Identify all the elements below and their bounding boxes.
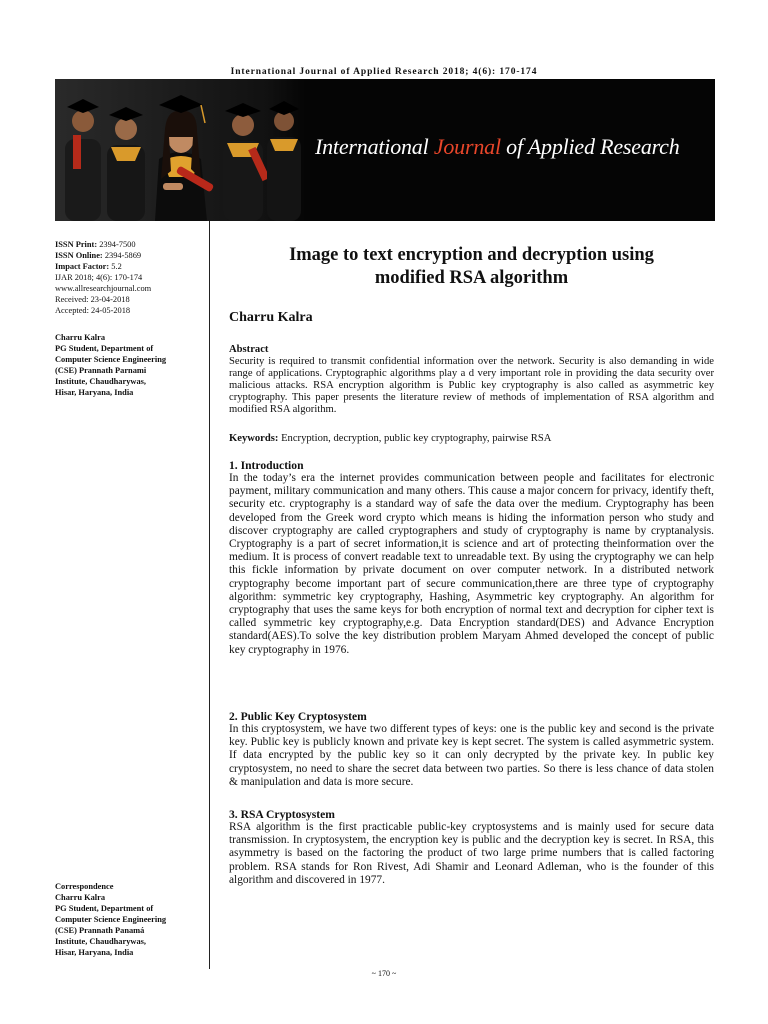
affiliation-line: Institute, Chaudharywas, bbox=[55, 377, 146, 386]
banner-title: International Journal of Applied Research bbox=[315, 134, 680, 159]
correspondence-line: PG Student, Department of bbox=[55, 904, 154, 913]
author-affiliation bbox=[55, 332, 205, 398]
affiliation-line: Hisar, Haryana, India bbox=[55, 388, 134, 397]
section-public-key-cryptosystem bbox=[229, 710, 714, 789]
article-metadata bbox=[55, 239, 205, 316]
paper-author: Charru Kalra bbox=[229, 310, 313, 325]
page-number: ~ 170 ~ bbox=[371, 969, 397, 978]
correspondence-line: Institute, Chaudharywas, bbox=[55, 937, 146, 946]
section-text: RSA algorithm is the first practicable public-key cryptosystems and is mainly used for secure data transmission. In cryptosystem, the encryption key is public and the decryption key is secret. In RSA, this asymmetry is based on the factoring the product of two large prime numbers that is called factoring problem. RSA stands for Ron Rivest, Adi Shamir and Leonard Adleman, who is the founder of this algorithm and discovered in 1977. bbox=[229, 821, 714, 886]
meta-impact-factor: Impact Factor: 5.2 bbox=[55, 262, 122, 271]
keywords-label: Keywords: bbox=[229, 433, 279, 444]
paper-title: Image to text encryption and decryption using modified RSA algorithm bbox=[289, 245, 654, 288]
meta-issn-print: ISSN Print: 2394-7500 bbox=[55, 240, 136, 249]
section-introduction bbox=[229, 459, 714, 657]
abstract-heading: Abstract bbox=[229, 344, 269, 355]
meta-accepted: Accepted: 24-05-2018 bbox=[55, 306, 131, 315]
affiliation-line: (CSE) Prannath Parnami bbox=[55, 366, 147, 375]
section-heading: 2. Public Key Cryptosystem bbox=[229, 710, 367, 723]
keywords-text: Encryption, decryption, public key cryptography, pairwise RSA bbox=[278, 433, 552, 444]
journal-banner bbox=[55, 79, 715, 221]
section-text: In this cryptosystem, we have two different types of keys: one is the public key and second is the private key. Public key is publicly known and private key is kept secret. The system is called asymmetric system. If data encrypted by the public key so it can only decrypted by the private key. In public key cryptosystem, no need to share the secret data between two parties. So there is less chance of data stolen & manipulation and data is more secure. bbox=[229, 723, 714, 788]
column-divider bbox=[209, 221, 210, 969]
affiliation-line: PG Student, Department of bbox=[55, 344, 154, 353]
correspondence-line: (CSE) Prannath Panamá bbox=[55, 926, 145, 935]
meta-citation: IJAR 2018; 4(6): 170-174 bbox=[55, 273, 143, 282]
running-head: International Journal of Applied Research 2018; 4(6): 170-174 bbox=[230, 67, 538, 77]
abstract-text: Security is required to transmit confidential information over the network. Security is also demanding in wide range of applications. Cryptographic algorithms play a d very important role in providing the data security over malicious attacks. RSA encryption algorithm is Public key cryptography is also called as asymmetric key cryptography. This paper presents the literature review of methods of implementation of RSA algorithm and modified RSA algorithm. bbox=[229, 355, 714, 415]
affiliation-line: Computer Science Engineering bbox=[55, 355, 167, 364]
meta-website[interactable]: www.allresearchjournal.com bbox=[55, 284, 152, 293]
abstract bbox=[229, 344, 714, 415]
section-text: In the today’s era the internet provides communication between people and facilitates for electronic payment, military communication and many others. This cause a major concern for privacy, identify theft, security etc. cryptography is a standard way of safe the data over the medium. Cryptography has been developed from the Greek word crypto which means is hiding the information person who study and discover cryptography are called cryptographers and study of cryptography is name by cryptanalysis. Cryptography is a part of secret information,it is science and art of protecting theinformation over the medium. It is process of convert readable text to unreadable text. By using the cryptography we can help this fickle information by private document on over computer network. In a distributed network cryptography become important part of secure communication,there are three type of cryptography algorithm: symmetric key cryptography, Hashing, Asymmetric key cryptography. An algorithm for cryptography that uses the same keys for both encryption of normal text and decryption for cipher text is called symmetric key cryptography,e.g. Data Encryption standard(DES) and Advance Encryption standard(AES).To solve the key distribution problem Maryam Ahmed developed the concept of public key cryptography in 1976. bbox=[229, 472, 714, 656]
meta-received: Received: 23-04-2018 bbox=[55, 295, 130, 304]
section-heading: 1. Introduction bbox=[229, 459, 304, 472]
graduates-photo bbox=[55, 79, 305, 221]
correspondence-name: Charru Kalra bbox=[55, 893, 106, 902]
correspondence-line: Computer Science Engineering bbox=[55, 915, 167, 924]
correspondence-block bbox=[55, 881, 205, 958]
meta-issn-online: ISSN Online: 2394-5869 bbox=[55, 251, 142, 260]
affiliation-author-name: Charru Kalra bbox=[55, 333, 106, 342]
section-rsa-cryptosystem bbox=[229, 808, 714, 887]
correspondence-line: Hisar, Haryana, India bbox=[55, 948, 134, 957]
section-heading: 3. RSA Cryptosystem bbox=[229, 808, 335, 821]
correspondence-heading: Correspondence bbox=[55, 882, 114, 891]
keywords bbox=[229, 433, 714, 445]
